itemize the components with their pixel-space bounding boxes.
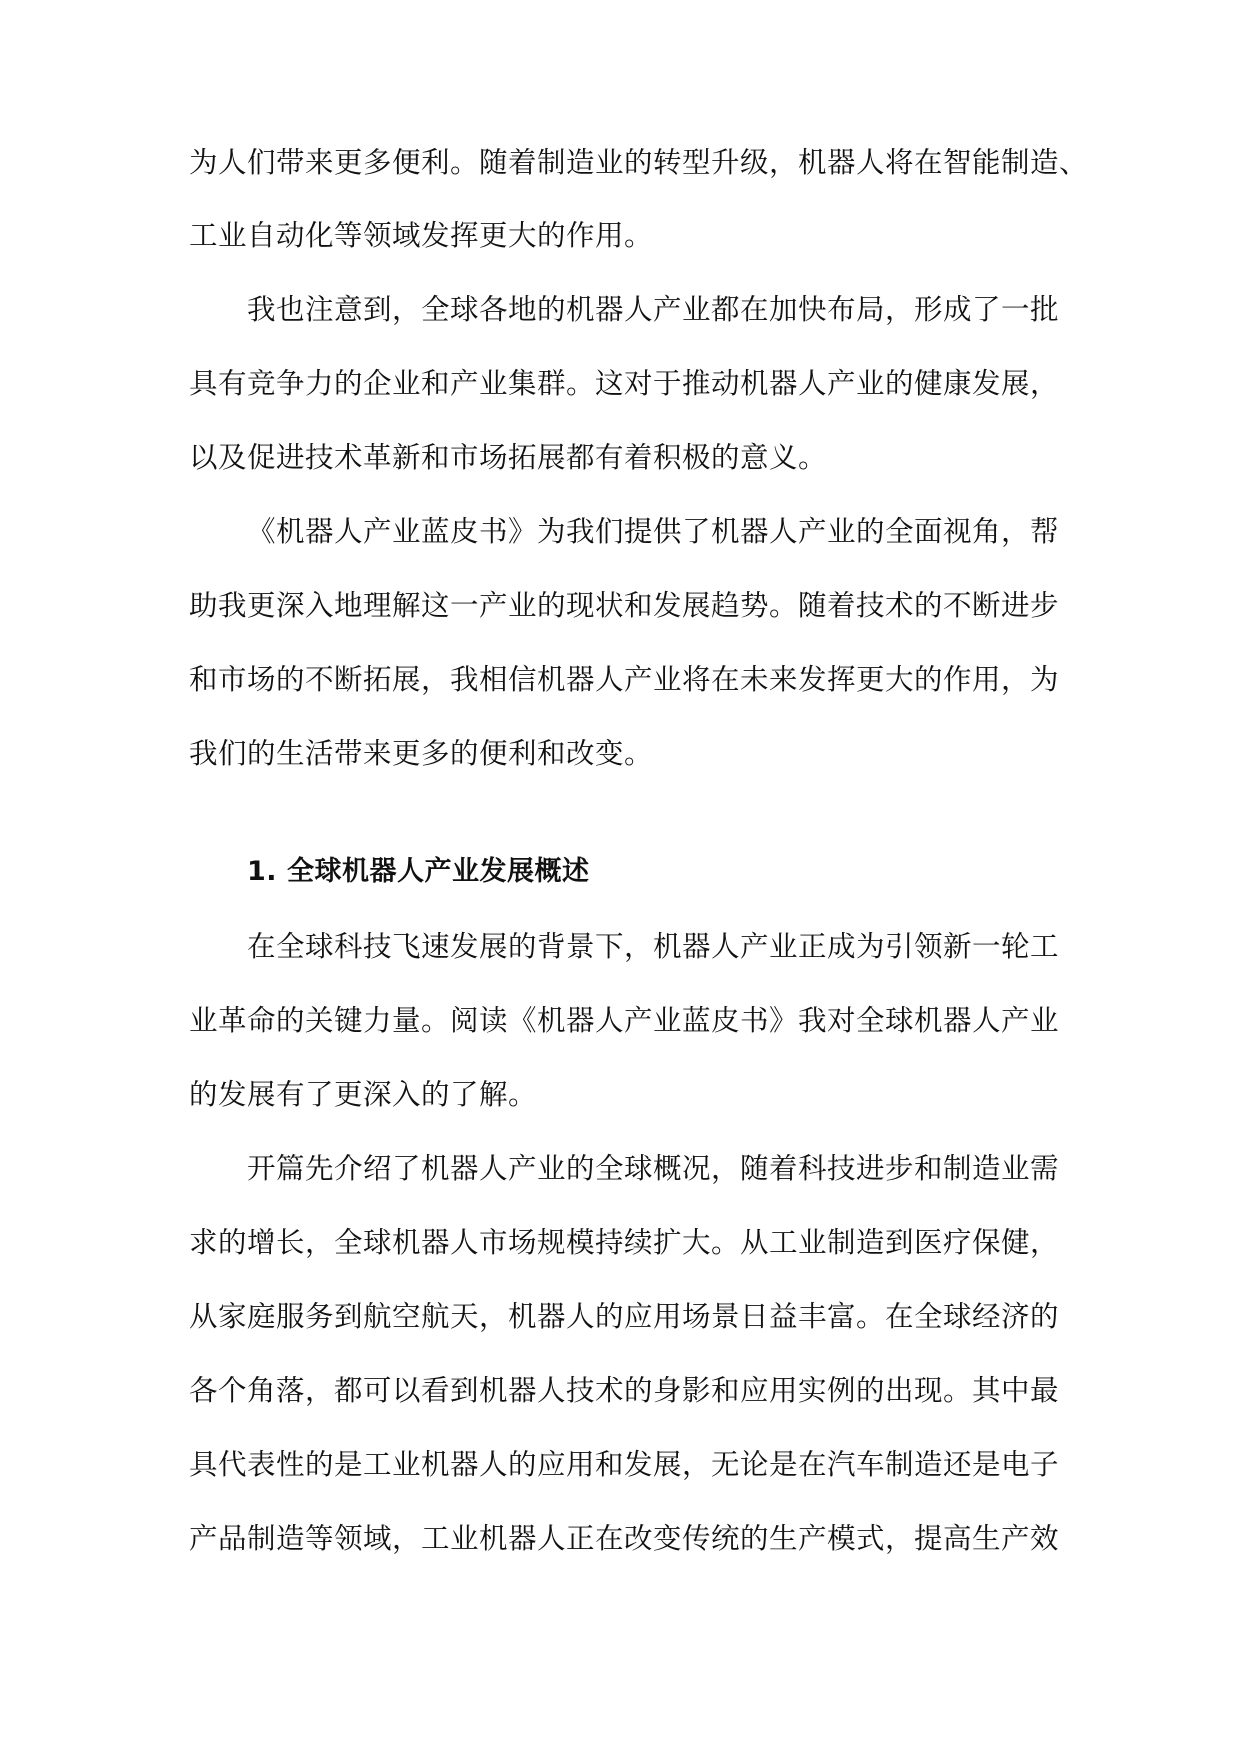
body-text-line: 具代表性的是工业机器人的应用和发展，无论是在汽车制造还是电子 — [189, 1448, 1060, 1481]
body-text-line: 的发展有了更深入的了解。 — [189, 1078, 538, 1111]
body-text-line: 各个角落，都可以看到机器人技术的身影和应用实例的出现。其中最 — [189, 1374, 1060, 1407]
body-text-line: 求的增长，全球机器人市场规模持续扩大。从工业制造到医疗保健， — [189, 1226, 1060, 1259]
body-text-line: 助我更深入地理解这一产业的现状和发展趋势。随着技术的不断进步 — [189, 589, 1060, 622]
body-text-line: 工业自动化等领域发挥更大的作用。 — [189, 219, 654, 252]
body-text-line: 和市场的不断拓展，我相信机器人产业将在未来发挥更大的作用，为 — [189, 663, 1060, 696]
body-text-line: 产品制造等领域，工业机器人正在改变传统的生产模式，提高生产效 — [189, 1522, 1060, 1555]
body-text-line: 以及促进技术革新和市场拓展都有着积极的意义。 — [189, 441, 828, 474]
body-text-line: 具有竞争力的企业和产业集群。这对于推动机器人产业的健康发展， — [189, 367, 1060, 400]
body-text-line: 《机器人产业蓝皮书》为我们提供了机器人产业的全面视角，帮 — [247, 515, 1060, 548]
body-text-line: 业革命的关键力量。阅读《机器人产业蓝皮书》我对全球机器人产业 — [189, 1004, 1060, 1037]
body-text-line: 我们的生活带来更多的便利和改变。 — [189, 737, 654, 770]
body-text-line: 在全球科技飞速发展的背景下，机器人产业正成为引领新一轮工 — [247, 930, 1060, 963]
body-text-line: 从家庭服务到航空航天，机器人的应用场景日益丰富。在全球经济的 — [189, 1300, 1060, 1333]
body-text-line: 为人们带来更多便利。随着制造业的转型升级，机器人将在智能制造、 — [189, 146, 1089, 179]
body-text-line: 我也注意到，全球各地的机器人产业都在加快布局，形成了一批 — [247, 293, 1060, 326]
body-text-line: 开篇先介绍了机器人产业的全球概况，随着科技进步和制造业需 — [247, 1152, 1060, 1185]
section-heading: 1. 全球机器人产业发展概述 — [247, 856, 590, 887]
